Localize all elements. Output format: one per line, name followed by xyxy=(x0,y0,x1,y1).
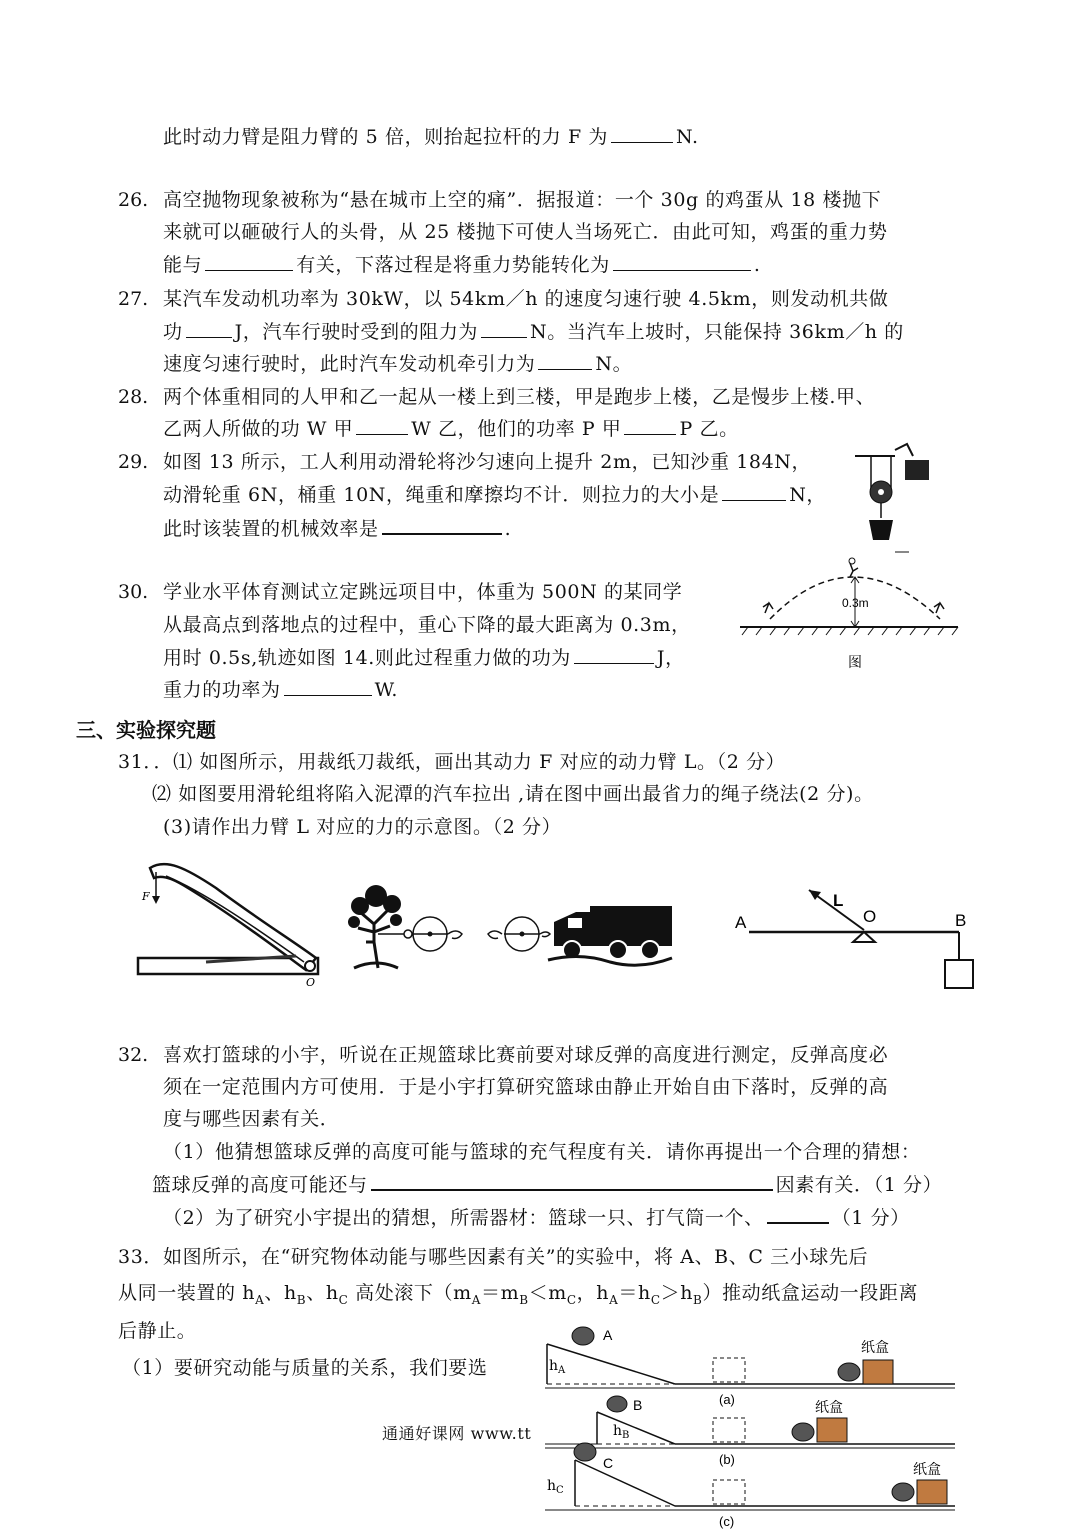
q28-number: 28. xyxy=(118,386,149,408)
q33-sub: C xyxy=(650,1292,661,1307)
q33-text: ，h xyxy=(576,1282,610,1304)
ball-c-label: C xyxy=(603,1455,614,1471)
q32-text-b: 因素有关．（1 分） xyxy=(775,1174,943,1196)
height-label: 0.3m xyxy=(842,596,869,610)
q27-blank1[interactable] xyxy=(186,319,232,338)
q26-text-a: 能与 xyxy=(163,254,203,276)
q30-line3 xyxy=(163,645,685,671)
q27-text-e: N。 xyxy=(595,353,633,375)
q31-line2: ⑵ 如图要用滑轮组将陷入泥潭的汽车拉出 ,请在图中画出最省力的绳子绕法(2 分)。 xyxy=(152,783,874,805)
h-a-sub: A xyxy=(558,1365,566,1376)
q30-text-a: 用时 0.5s,轨迹如图 14.则此过程重力做的功为 xyxy=(163,647,571,669)
q32-number: 32. xyxy=(118,1044,149,1066)
paper-cutter-figure xyxy=(136,858,331,988)
box-b-end xyxy=(817,1418,847,1442)
caption-a: (a) xyxy=(719,1392,735,1407)
pulley-axle xyxy=(878,489,884,495)
ball-a-end xyxy=(838,1363,860,1381)
box-a-end xyxy=(863,1360,893,1384)
q27-text-d: 速度匀速行驶时，此时汽车发动机牵引力为 xyxy=(163,353,536,375)
box-a-label: 纸盒 xyxy=(861,1340,889,1356)
watermark: 通通好课网 www.tt xyxy=(382,1424,532,1443)
caption-c: (c) xyxy=(719,1514,735,1529)
q33-sub: B xyxy=(296,1292,307,1307)
q30-text-c: 重力的功率为 xyxy=(163,679,281,701)
jumper-top-head xyxy=(849,558,855,564)
q32-line1: 喜欢打篮球的小宇，听说在正规篮球比赛前要对球反弹的高度进行测定，反弹高度必 xyxy=(163,1044,889,1066)
q27-text-b: J，汽车行驶时受到的阻力为 xyxy=(234,321,479,343)
h-c-sub: C xyxy=(556,1485,564,1496)
ramp-experiment-figure xyxy=(545,1322,965,1527)
q29-text-c: 此时该装置的机械效率是 xyxy=(163,518,379,540)
q32-line6 xyxy=(163,1204,910,1231)
q33-text: 、h xyxy=(306,1282,339,1304)
q27-blank2[interactable] xyxy=(481,319,527,338)
ball-b-end xyxy=(792,1423,814,1441)
h-c-letter: h xyxy=(547,1478,557,1494)
worker-block xyxy=(905,460,929,480)
box-c-label: 纸盒 xyxy=(913,1462,941,1478)
ball-b xyxy=(607,1396,627,1412)
q29-blank1[interactable] xyxy=(722,482,786,501)
q33-text: ＜m xyxy=(528,1282,567,1304)
q30-text-d: W. xyxy=(374,679,399,701)
q26-blank1[interactable] xyxy=(205,252,293,271)
q27-text-c: N。当汽车上坡时，只能保持 36km／h 的 xyxy=(530,321,904,343)
q33-sub: B xyxy=(519,1292,529,1307)
point-B-label: B xyxy=(955,911,967,930)
ball-c xyxy=(574,1443,596,1461)
fulcrum-triangle xyxy=(853,932,875,942)
q29-blank2[interactable] xyxy=(382,515,502,535)
tree-foliage-5 xyxy=(390,914,402,926)
jump-trajectory-figure xyxy=(740,555,965,675)
truck-cargo xyxy=(590,906,672,946)
q28-text-c: P 乙。 xyxy=(679,418,739,440)
q33-sub: A xyxy=(255,1292,265,1307)
q29-line3 xyxy=(163,515,511,542)
q27-text-a: 功 xyxy=(163,321,183,343)
ramp-a xyxy=(547,1344,675,1384)
q26-line2: 来就可以砸破行人的头骨，从 25 楼抛下可使人当场死亡．由此可知，鸡蛋的重力势 xyxy=(163,221,888,243)
truck-hook xyxy=(540,932,550,937)
q29-text-b: N， xyxy=(789,484,827,506)
ball-a-label: A xyxy=(603,1327,613,1343)
q33-text: 高处滚下（m xyxy=(348,1282,472,1304)
q32-line4: （1）他猜想篮球反弹的高度可能与篮球的充气程度有关．请你再提出一个合理的猜想： xyxy=(163,1141,921,1163)
q33-text: ＞h xyxy=(660,1282,694,1304)
sand-bucket xyxy=(869,520,893,540)
h-b-sub: B xyxy=(622,1430,630,1441)
tree-foliage-4 xyxy=(348,916,360,928)
lever-figure xyxy=(733,880,983,1000)
q28-blank2[interactable] xyxy=(624,416,676,435)
ramp-b xyxy=(597,1412,675,1444)
h-a-letter: h xyxy=(549,1358,559,1374)
ball-b-label: B xyxy=(633,1397,643,1413)
box-c-start xyxy=(713,1480,745,1504)
truck-wheel-3 xyxy=(641,941,659,959)
q33-text: ）推动纸盒运动一段距离 xyxy=(702,1282,919,1304)
section-title-experiment: 三、实验探究题 xyxy=(76,718,216,742)
worker-icon xyxy=(895,444,913,456)
q29-text-a: 动滑轮重 6N，桶重 10N，绳重和摩擦均不计．则拉力的大小是 xyxy=(163,484,720,506)
q30-number: 30. xyxy=(118,581,149,603)
q33-sub: A xyxy=(471,1292,481,1307)
q27-line2 xyxy=(163,319,904,345)
q33-sub: C xyxy=(338,1292,349,1307)
q32-line5 xyxy=(152,1171,942,1198)
ground-hatch xyxy=(742,627,958,635)
q29-text-d: . xyxy=(504,518,512,540)
caption-b: (b) xyxy=(719,1452,735,1467)
q32-text-c: （2）为了研究小宇提出的猜想，所需器材：篮球一只、打气筒一个、 xyxy=(163,1207,764,1229)
q31-line1: 31．．⑴ 如图所示，用裁纸刀裁纸，画出其动力 F 对应的动力臂 L。（2 分） xyxy=(118,751,786,773)
q33-text: 、h xyxy=(264,1282,297,1304)
force-label: F xyxy=(142,890,150,903)
q26-text-c: . xyxy=(753,254,761,276)
point-O-label: O xyxy=(863,907,877,926)
q28-line1: 两个体重相同的人甲和乙一起从一楼上到三楼，甲是跑步上楼，乙是慢步上楼.甲、 xyxy=(163,386,876,408)
point-A-label: A xyxy=(735,913,747,932)
hanging-weight xyxy=(945,960,973,988)
hook-moving xyxy=(488,931,502,939)
hook-left xyxy=(404,930,412,938)
q33-line1: 33．如图所示，在“研究物体动能与哪些因素有关”的实验中，将 A、B、C 三小球先后 xyxy=(118,1246,869,1268)
ramp-c xyxy=(575,1460,675,1506)
q33-line4: （1）要研究动能与质量的关系，我们要选 xyxy=(122,1357,488,1379)
q28-line2 xyxy=(163,416,739,442)
q30-line2: 从最高点到落地点的过程中，重心下降的最大距离为 0.3m， xyxy=(163,614,691,636)
q33-line2 xyxy=(118,1280,918,1313)
q29-line2 xyxy=(163,482,826,508)
cutter-pivot xyxy=(305,961,315,971)
q32-line2: 须在一定范围内方可使用．于是小宇打算研究篮球由静止开始自由下落时，反弹的高 xyxy=(163,1076,889,1098)
pulley-figure xyxy=(855,440,945,555)
ball-a xyxy=(572,1327,594,1345)
q26-line1: 高空抛物现象被称为“悬在城市上空的痛”．据报道：一个 30g 的鸡蛋从 18 楼抛下 xyxy=(163,189,882,211)
box-a-start xyxy=(713,1358,745,1382)
q30-blank2[interactable] xyxy=(284,677,372,696)
q33-text: ＝h xyxy=(618,1282,651,1304)
q31-line3: (3)请作出力臂 L 对应的力的示意图。（2 分） xyxy=(163,816,562,838)
jumper-end-icon xyxy=(934,603,944,613)
q30-text-b: J， xyxy=(656,647,685,669)
q32-blank2[interactable] xyxy=(767,1204,829,1224)
ball-c-end xyxy=(892,1483,914,1501)
q32-text-a: 篮球反弹的高度可能还与 xyxy=(152,1174,368,1196)
q25-text: 此时动力臂是阻力臂的 5 倍，则抬起拉杆的力 F 为 xyxy=(163,126,609,148)
q30-line4 xyxy=(163,677,398,703)
q29-line1: 如图 13 所示，工人利用动滑轮将沙匀速向上提升 2m，已知沙重 184N， xyxy=(163,451,812,473)
q26-text-b: 有关，下落过程是将重力势能转化为 xyxy=(296,254,610,276)
q30-blank1[interactable] xyxy=(574,645,654,664)
q28-text-a: 乙两人所做的功 W 甲 xyxy=(163,418,354,440)
q32-text-d: （1 分） xyxy=(831,1207,910,1229)
force-arrowhead xyxy=(152,896,160,904)
q27-line3 xyxy=(163,351,632,377)
arm-L-label: L xyxy=(833,891,844,910)
q25-unit: N. xyxy=(676,126,699,148)
q33-text: ＝m xyxy=(481,1282,520,1304)
q28-text-b: W 乙，他们的功率 P 甲 xyxy=(411,418,622,440)
h-b-letter: h xyxy=(613,1423,623,1439)
box-b-start xyxy=(713,1418,745,1442)
q33-sub: C xyxy=(566,1292,577,1307)
q32-blank1[interactable] xyxy=(371,1171,773,1191)
truck-pulley-figure xyxy=(340,872,675,982)
truck-window xyxy=(568,918,582,928)
q33-h-prefix: 从同一装置的 h xyxy=(118,1282,256,1304)
box-c-end xyxy=(917,1480,947,1504)
q33-line3: 后静止。 xyxy=(118,1320,197,1342)
tree-trunk xyxy=(358,910,390,968)
truck-wheel-2 xyxy=(609,941,627,959)
tree-grass xyxy=(354,963,398,968)
q33-sub: A xyxy=(609,1292,619,1307)
h-a-label xyxy=(549,1358,566,1376)
jumper-top-icon xyxy=(850,563,858,577)
q26-number: 26. xyxy=(118,189,149,211)
tree-foliage-3 xyxy=(383,895,401,913)
fig14-caption: 图 xyxy=(848,655,862,671)
hook-right xyxy=(448,931,462,939)
q26-line3 xyxy=(163,252,760,278)
q27-blank3[interactable] xyxy=(538,351,592,370)
q33-sub: B xyxy=(693,1292,703,1307)
q32-line3: 度与哪些因素有关． xyxy=(163,1108,340,1130)
h-b-label xyxy=(613,1423,629,1441)
pivot-label: O xyxy=(306,976,316,989)
h-c-label xyxy=(547,1478,564,1496)
q25-blank[interactable] xyxy=(611,124,673,143)
box-b-label: 纸盒 xyxy=(815,1400,843,1416)
q27-number: 27. xyxy=(118,288,149,310)
q26-blank2[interactable] xyxy=(613,252,751,271)
jumper-start-icon xyxy=(763,603,773,613)
q29-number: 29. xyxy=(118,451,149,473)
q30-line1: 学业水平体育测试立定跳远项目中，体重为 500N 的某同学 xyxy=(163,581,683,603)
q27-line1: 某汽车发动机功率为 30kW，以 54km／h 的速度匀速行驶 4.5km，则发动机共做 xyxy=(163,288,889,310)
q25-line xyxy=(163,124,699,150)
q28-blank1[interactable] xyxy=(356,416,408,435)
